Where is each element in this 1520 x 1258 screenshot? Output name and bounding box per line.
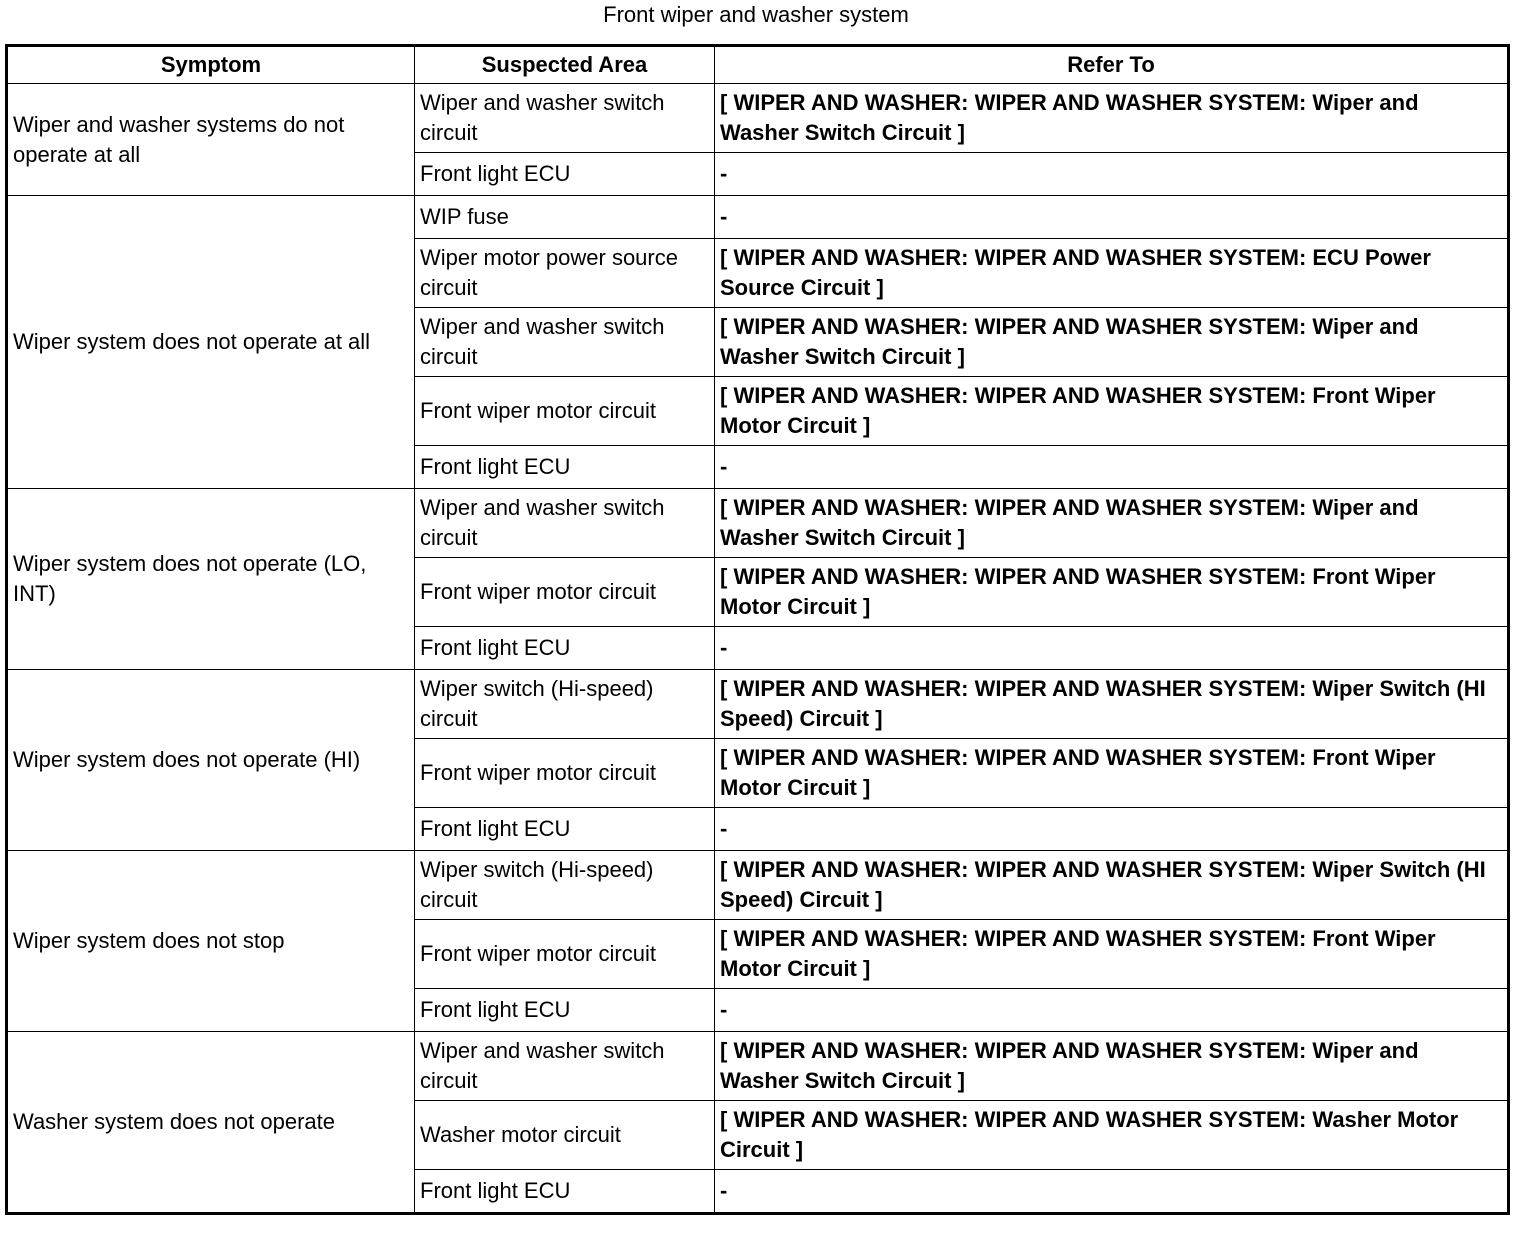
troubleshooting-table (5, 44, 1510, 1215)
refer-to-cell: [ WIPER AND WASHER: WIPER AND WASHER SYSTEM: Front Wiper Motor Circuit ] (715, 558, 1509, 627)
refer-to-cell: - (715, 627, 1509, 670)
suspected-area-cell: Washer motor circuit (415, 1101, 715, 1170)
suspected-area-cell: Front light ECU (415, 627, 715, 670)
refer-to-cell: [ WIPER AND WASHER: WIPER AND WASHER SYSTEM: Wiper and Washer Switch Circuit ] (715, 308, 1509, 377)
suspected-area-cell: Front wiper motor circuit (415, 739, 715, 808)
refer-to-cell: [ WIPER AND WASHER: WIPER AND WASHER SYSTEM: Front Wiper Motor Circuit ] (715, 739, 1509, 808)
header-row (7, 46, 1509, 84)
table-row (7, 489, 1509, 558)
header-symptom: Symptom (7, 46, 415, 84)
refer-to-cell: [ WIPER AND WASHER: WIPER AND WASHER SYSTEM: Wiper Switch (HI Speed) Circuit ] (715, 851, 1509, 920)
refer-to-cell: [ WIPER AND WASHER: WIPER AND WASHER SYSTEM: Front Wiper Motor Circuit ] (715, 377, 1509, 446)
suspected-area-cell: Wiper and washer switch circuit (415, 84, 715, 153)
symptom-cell: Wiper system does not operate (LO, INT) (7, 489, 415, 670)
header-refer-to: Refer To (715, 46, 1509, 84)
header-suspected-area: Suspected Area (415, 46, 715, 84)
suspected-area-cell: Wiper switch (Hi-speed) circuit (415, 851, 715, 920)
symptom-cell: Wiper system does not operate (HI) (7, 670, 415, 851)
table-row (7, 196, 1509, 239)
table-row (7, 1032, 1509, 1101)
table-title: Front wiper and washer system (603, 2, 909, 27)
suspected-area-cell: Front wiper motor circuit (415, 920, 715, 989)
refer-to-cell: - (715, 808, 1509, 851)
refer-to-cell: - (715, 989, 1509, 1032)
suspected-area-cell: Front light ECU (415, 808, 715, 851)
refer-to-cell: [ WIPER AND WASHER: WIPER AND WASHER SYSTEM: Wiper and Washer Switch Circuit ] (715, 1032, 1509, 1101)
suspected-area-cell: Front light ECU (415, 1170, 715, 1214)
table-body (7, 84, 1509, 1214)
suspected-area-cell: Front light ECU (415, 446, 715, 489)
suspected-area-cell: Front wiper motor circuit (415, 558, 715, 627)
refer-to-cell: - (715, 446, 1509, 489)
refer-to-cell: [ WIPER AND WASHER: WIPER AND WASHER SYSTEM: Wiper Switch (HI Speed) Circuit ] (715, 670, 1509, 739)
symptom-cell: Wiper system does not operate at all (7, 196, 415, 489)
table-row (7, 670, 1509, 739)
refer-to-cell: [ WIPER AND WASHER: WIPER AND WASHER SYSTEM: Front Wiper Motor Circuit ] (715, 920, 1509, 989)
suspected-area-cell: Wiper and washer switch circuit (415, 1032, 715, 1101)
suspected-area-cell: Front light ECU (415, 989, 715, 1032)
suspected-area-cell: Front light ECU (415, 153, 715, 196)
suspected-area-cell: Wiper motor power source circuit (415, 239, 715, 308)
table-row (7, 84, 1509, 153)
suspected-area-cell: Front wiper motor circuit (415, 377, 715, 446)
refer-to-cell: - (715, 153, 1509, 196)
refer-to-cell: [ WIPER AND WASHER: WIPER AND WASHER SYSTEM: Wiper and Washer Switch Circuit ] (715, 84, 1509, 153)
suspected-area-cell: Wiper switch (Hi-speed) circuit (415, 670, 715, 739)
refer-to-cell: - (715, 196, 1509, 239)
refer-to-cell: [ WIPER AND WASHER: WIPER AND WASHER SYSTEM: Wiper and Washer Switch Circuit ] (715, 489, 1509, 558)
suspected-area-cell: Wiper and washer switch circuit (415, 308, 715, 377)
refer-to-cell: [ WIPER AND WASHER: WIPER AND WASHER SYSTEM: Washer Motor Circuit ] (715, 1101, 1509, 1170)
suspected-area-cell: WIP fuse (415, 196, 715, 239)
suspected-area-cell: Wiper and washer switch circuit (415, 489, 715, 558)
symptom-cell: Washer system does not operate (7, 1032, 415, 1214)
symptom-cell: Wiper and washer systems do not operate at all (7, 84, 415, 196)
refer-to-cell: - (715, 1170, 1509, 1214)
symptom-cell: Wiper system does not stop (7, 851, 415, 1032)
refer-to-cell: [ WIPER AND WASHER: WIPER AND WASHER SYSTEM: ECU Power Source Circuit ] (715, 239, 1509, 308)
table-row (7, 851, 1509, 920)
